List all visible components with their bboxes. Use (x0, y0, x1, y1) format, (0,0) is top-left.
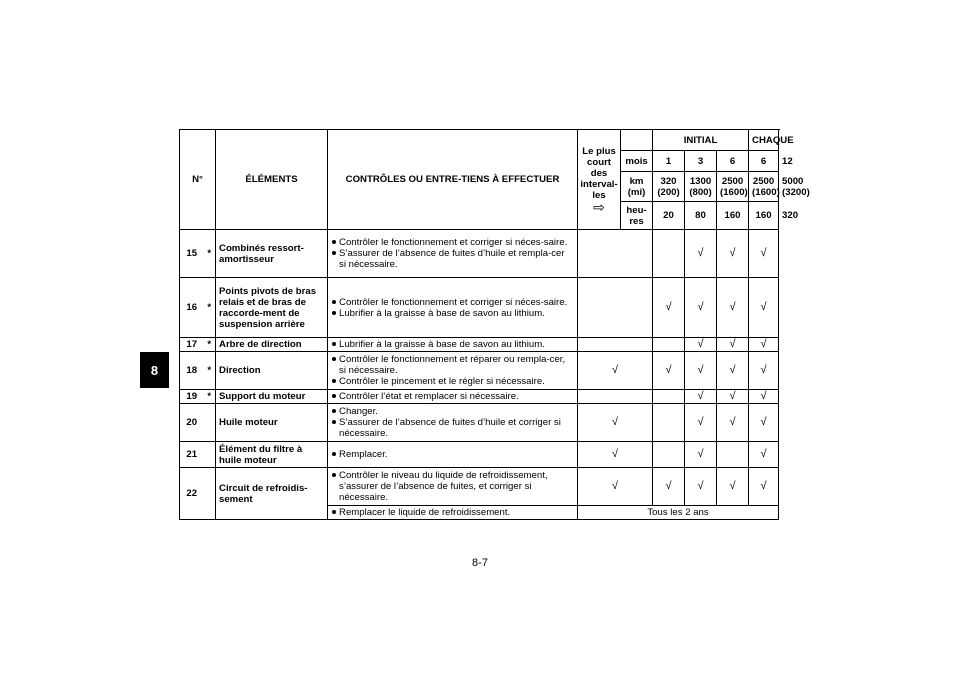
check-cell (653, 404, 685, 442)
check-cell: √ (749, 468, 779, 506)
arrow-right-icon: ⇨ (593, 199, 605, 215)
header-elements: ÉLÉMENTS (216, 130, 328, 230)
check-cell: √ (653, 468, 685, 506)
table-row (180, 338, 779, 352)
check-cell (653, 338, 685, 352)
row-controls (328, 404, 578, 442)
mois-1: 1 (653, 151, 685, 172)
header-num: N° (180, 130, 216, 230)
check-cell: √ (685, 390, 717, 404)
row-element: Élément du filtre à huile moteur (216, 442, 328, 468)
check-cell (653, 442, 685, 468)
control-item: Remplacer. (331, 449, 574, 460)
header-mois-label: mois (621, 151, 653, 172)
page-number: 8-7 (472, 557, 488, 569)
table-row (180, 230, 779, 278)
header-km-label: km (mi) (621, 172, 653, 202)
row-num: 21 (180, 442, 204, 468)
row-star (204, 468, 216, 520)
row-element: Points pivots de bras relais et de bras de raccorde-ment de suspension arrière (216, 278, 328, 338)
header-interval (578, 130, 621, 230)
header-controls: CONTRÔLES OU ENTRE-TIENS À EFFECTUER (328, 130, 578, 230)
header-initial: INITIAL (653, 130, 749, 151)
row-num: 22 (180, 468, 204, 520)
row-controls (328, 442, 578, 468)
check-cell: √ (685, 352, 717, 390)
check-cell: √ (653, 352, 685, 390)
km-1: 320 (200) (653, 172, 685, 202)
table-row (180, 404, 779, 442)
row-star: * (204, 338, 216, 352)
control-item: S’assurer de l’absence de fuites d’huile et corriger si nécessaire. (331, 417, 574, 439)
check-cell (653, 390, 685, 404)
control-item: Contrôler le fonctionnement et corriger si néces-saire. (331, 297, 574, 308)
row-num: 20 (180, 404, 204, 442)
row-element: Huile moteur (216, 404, 328, 442)
row-num: 16 (180, 278, 204, 338)
check-cell: √ (717, 390, 749, 404)
maintenance-table: N° ÉLÉMENTS CONTRÔLES OU ENTRE-TIENS À EFFECTUER Le plus court des interval-les ⇨ INITIAL CHAQUE mois 1 3 6 6 12 km (mi) 320 (200) 1300 (800) 2500 (1600) 2500 (1600) 5000 (3200) heu-res 20 80 160 160 320 15 * Combinés ressort-amortisseur Contrôler le fonctionnement et corriger si néces-saire. S’assurer de l’absence de fuites d’huile et rempla-cer si nécessaire. √ √ √ 16 * Points pivots de bras relais et de bras de raccorde-ment de suspension arrière Contrôler le fonctionnement et corriger si néces-saire. Lubrifier à la graisse à base de savon au lithium. √ √ √ √ 17 * Arbre de direction Lubrifier à la graisse à base de savon au lithium. √ √ √ 18 * Direction Contrôler le fonctionnement et réparer ou rempla-cer, si nécessaire. Contrôler le pincement et le régler si nécessaire. √ √ √ √ √ 19 * Support du moteur Contrôler l’état et remplacer si nécessaire. √ √ √ 20 Huile moteur Changer. S’assurer de l’absence de fuites d’huile et corriger si nécessaire. √ √ √ √ 21 Élément du filtre à huile moteur Remplacer. √ √ √ 22 Circuit de refroidis-sement Contrôler le niveau du liquide de refroidissement, s’assurer de l’absence de fuites, et corriger si nécessaire. √ √ √ √ √ Remplacer le liquide de refroidissement. Tous les 2 ans (179, 129, 779, 520)
mois-4: 6 (749, 151, 779, 172)
table-row (180, 442, 779, 468)
row-star (204, 404, 216, 442)
row-star: * (204, 390, 216, 404)
chapter-tab: 8 (140, 352, 169, 388)
header-heures-label: heu-res (621, 202, 653, 230)
row-element: Arbre de direction (216, 338, 328, 352)
table-row (180, 278, 779, 338)
row-controls (328, 506, 578, 520)
check-cell (578, 390, 653, 404)
check-cell: √ (653, 278, 685, 338)
check-cell: √ (717, 468, 749, 506)
check-cell (578, 230, 653, 278)
check-cell (578, 278, 653, 338)
km-2: 1300 (800) (685, 172, 717, 202)
heures-3: 160 (717, 202, 749, 230)
check-cell: √ (717, 404, 749, 442)
check-cell: √ (749, 278, 779, 338)
check-cell: √ (749, 352, 779, 390)
table-row (180, 468, 779, 506)
row-num: 18 (180, 352, 204, 390)
check-cell: √ (685, 338, 717, 352)
km-4: 2500 (1600) (749, 172, 779, 202)
check-cell: √ (685, 404, 717, 442)
check-cell: √ (717, 338, 749, 352)
check-cell: √ (578, 468, 653, 506)
control-item: Lubrifier à la graisse à base de savon au lithium. (331, 308, 574, 319)
table-row (180, 390, 779, 404)
row-controls (328, 352, 578, 390)
check-cell: √ (578, 404, 653, 442)
check-cell (653, 230, 685, 278)
control-item: Contrôler le fonctionnement et corriger si néces-saire. (331, 237, 574, 248)
check-cell: √ (749, 404, 779, 442)
header-spacer (621, 130, 653, 151)
row-element: Circuit de refroidis-sement (216, 468, 328, 520)
km-3: 2500 (1600) (717, 172, 749, 202)
row-controls (328, 390, 578, 404)
check-cell (717, 442, 749, 468)
check-cell: √ (717, 278, 749, 338)
control-item: S’assurer de l’absence de fuites d’huile et rempla-cer si nécessaire. (331, 248, 574, 270)
control-item: Contrôler le fonctionnement et réparer ou rempla-cer, si nécessaire. (331, 354, 574, 376)
row-controls (328, 230, 578, 278)
heures-1: 20 (653, 202, 685, 230)
row-star: * (204, 278, 216, 338)
row-controls (328, 278, 578, 338)
heures-2: 80 (685, 202, 717, 230)
check-cell: √ (578, 352, 653, 390)
check-cell: √ (749, 230, 779, 278)
check-cell: √ (749, 390, 779, 404)
check-cell: √ (685, 468, 717, 506)
row-num: 19 (180, 390, 204, 404)
header-every: CHAQUE (749, 130, 779, 151)
control-item: Changer. (331, 406, 574, 417)
control-item: Contrôler le niveau du liquide de refroidissement, s’assurer de l’absence de fuites, et corriger si nécessaire. (331, 470, 574, 503)
row-element: Direction (216, 352, 328, 390)
check-cell: √ (685, 442, 717, 468)
control-item: Remplacer le liquide de refroidissement. (331, 507, 574, 518)
row-element: Combinés ressort-amortisseur (216, 230, 328, 278)
check-cell: √ (749, 442, 779, 468)
row-num: 17 (180, 338, 204, 352)
row-star (204, 442, 216, 468)
check-cell: √ (717, 352, 749, 390)
check-cell: √ (578, 442, 653, 468)
row-num: 15 (180, 230, 204, 278)
row-controls (328, 468, 578, 506)
table-row (180, 352, 779, 390)
header-interval-label: Le plus court des interval-les (580, 146, 618, 201)
interval-note: Tous les 2 ans (578, 506, 779, 520)
check-cell: √ (685, 230, 717, 278)
check-cell: √ (685, 278, 717, 338)
check-cell: √ (717, 230, 749, 278)
mois-2: 3 (685, 151, 717, 172)
row-controls (328, 338, 578, 352)
row-star: * (204, 352, 216, 390)
control-item: Lubrifier à la graisse à base de savon au lithium. (331, 339, 574, 350)
control-item: Contrôler le pincement et le régler si nécessaire. (331, 376, 574, 387)
check-cell (578, 338, 653, 352)
heures-4: 160 (749, 202, 779, 230)
control-item: Contrôler l’état et remplacer si nécessaire. (331, 391, 574, 402)
row-star: * (204, 230, 216, 278)
mois-3: 6 (717, 151, 749, 172)
row-element: Support du moteur (216, 390, 328, 404)
check-cell: √ (749, 338, 779, 352)
